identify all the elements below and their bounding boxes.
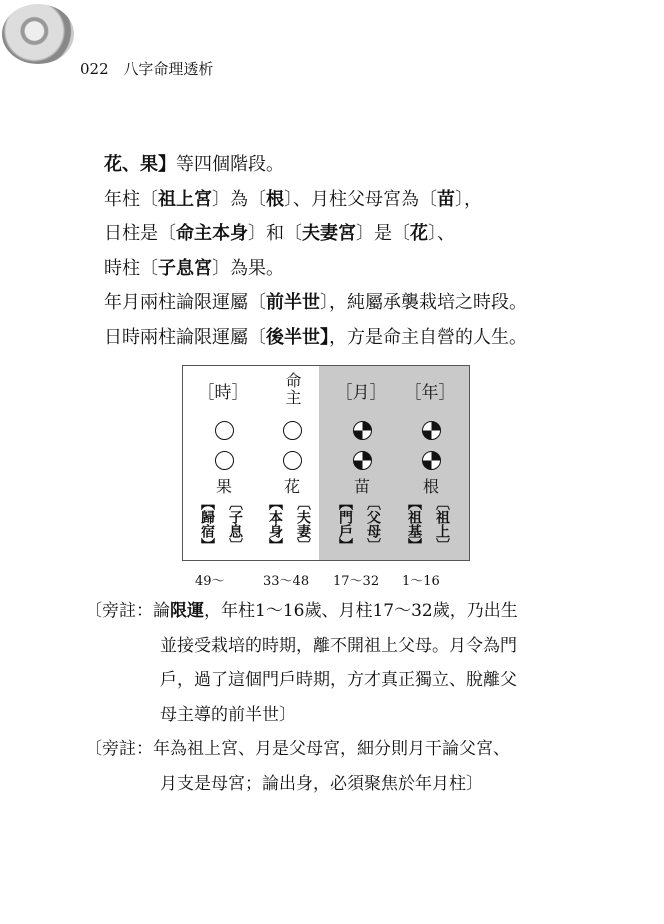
- circle-icon: [215, 421, 234, 440]
- text-line: [85, 732, 518, 767]
- circle-icon: [215, 451, 234, 470]
- page-number: 022: [80, 60, 109, 78]
- text-segment: ，年柱1～16歲、月柱17～32歲，乃出生: [204, 601, 518, 621]
- inner-label: 〔父母〕: [365, 496, 381, 552]
- text-segment: 〔旁註：論: [85, 601, 170, 621]
- text-segment: 母主導的前半世〕: [160, 704, 296, 725]
- text-segment: 日時兩柱論限運屬〔: [104, 326, 266, 348]
- page-header: [80, 58, 213, 79]
- text-line: [85, 594, 518, 629]
- bold-text: 苗: [437, 188, 455, 210]
- text-line: [104, 148, 527, 183]
- age-range: 33～48: [263, 574, 310, 589]
- text-segment: 月支是母宮；論出身，必須聚焦於年月柱〕: [160, 773, 483, 794]
- text-line: [85, 698, 518, 733]
- outer-label: 【本身】: [267, 496, 283, 552]
- pillar-header: ［年］: [404, 383, 456, 403]
- text-segment: 〕、: [428, 223, 455, 245]
- quartered-circle-icon: [422, 451, 441, 470]
- text-segment: 時柱〔: [104, 257, 158, 279]
- pillar-header: 命主: [283, 372, 302, 406]
- pillar-column: [188, 366, 258, 562]
- bold-text: 前半世: [266, 292, 320, 314]
- circle-icon: [283, 451, 302, 470]
- bold-text: 後半世】: [266, 326, 329, 348]
- outer-label: 【祖基】: [406, 496, 422, 552]
- pillar-header: ［時］: [197, 383, 249, 403]
- four-pillars-diagram: [182, 365, 470, 561]
- bold-text: 根: [266, 188, 284, 210]
- inner-label: 〔祖上〕: [434, 496, 450, 552]
- pillar-column: [326, 366, 396, 562]
- quartered-circle-icon: [353, 421, 372, 440]
- pillar-column: [256, 366, 326, 562]
- book-title: 八字命理透析: [123, 60, 214, 78]
- pillar-symbol: 花: [283, 477, 300, 496]
- outer-label: 【歸宿】: [199, 496, 215, 552]
- pillar-column: [395, 366, 465, 562]
- text-segment: 〕是〔: [356, 223, 410, 245]
- bold-text: 祖上宮: [158, 188, 212, 210]
- age-range: 17～32: [333, 574, 380, 589]
- bold-text: 花、果】: [104, 154, 176, 175]
- text-segment: 日柱是〔: [104, 223, 176, 245]
- body-text: [104, 148, 527, 356]
- text-line: [85, 663, 518, 698]
- text-segment: 〕、月柱父母宮為〔: [284, 188, 437, 210]
- text-segment: 等四個階段。: [176, 154, 284, 175]
- text-line: [85, 767, 518, 802]
- text-segment: 並接受栽培的時期，離不開祖上父母。月令為門: [160, 635, 517, 656]
- bold-text: 花: [410, 223, 428, 245]
- text-line: [104, 183, 527, 218]
- book-logo: [2, 4, 74, 64]
- text-segment: 〔旁註：年為祖上宮、月是父母宮，細分則月干論父宮、: [85, 739, 510, 759]
- outer-label: 【門戶】: [337, 496, 353, 552]
- age-range: 1～16: [402, 574, 440, 589]
- text-segment: ，方是命主自營的人生。: [329, 326, 527, 348]
- text-line: [104, 321, 527, 356]
- inner-label: 〔子息〕: [227, 496, 243, 552]
- text-line: [85, 629, 518, 664]
- age-range: 49～: [195, 574, 225, 589]
- text-segment: 〕為果。: [212, 257, 284, 279]
- quartered-circle-icon: [353, 451, 372, 470]
- pillar-symbol: 果: [215, 477, 232, 496]
- circle-icon: [283, 421, 302, 440]
- text-line: [104, 286, 527, 321]
- text-segment: 〕為〔: [212, 188, 266, 210]
- text-line: [104, 217, 527, 252]
- bold-text: 子息宮: [158, 257, 212, 279]
- inner-label: 〔夫妻〕: [295, 496, 311, 552]
- bold-text: 夫妻宮: [302, 223, 356, 245]
- text-segment: 戶，過了這個門戶時期，方才真正獨立、脫離父: [160, 670, 517, 690]
- pillar-header: ［月］: [335, 383, 387, 403]
- pillar-symbol: 苗: [353, 477, 370, 496]
- text-segment: 〕，: [455, 188, 482, 210]
- text-segment: 〕，純屬承襲栽培之時段。: [320, 292, 527, 314]
- text-segment: 年月兩柱論限運屬〔: [104, 292, 266, 314]
- bold-text: 命主本身: [176, 223, 248, 245]
- bold-text: 限運: [170, 601, 204, 621]
- text-segment: 年柱〔: [104, 188, 158, 210]
- text-line: [104, 252, 527, 287]
- pillar-symbol: 根: [422, 477, 439, 496]
- side-notes: [85, 594, 518, 801]
- text-segment: 〕和〔: [248, 223, 302, 245]
- quartered-circle-icon: [422, 421, 441, 440]
